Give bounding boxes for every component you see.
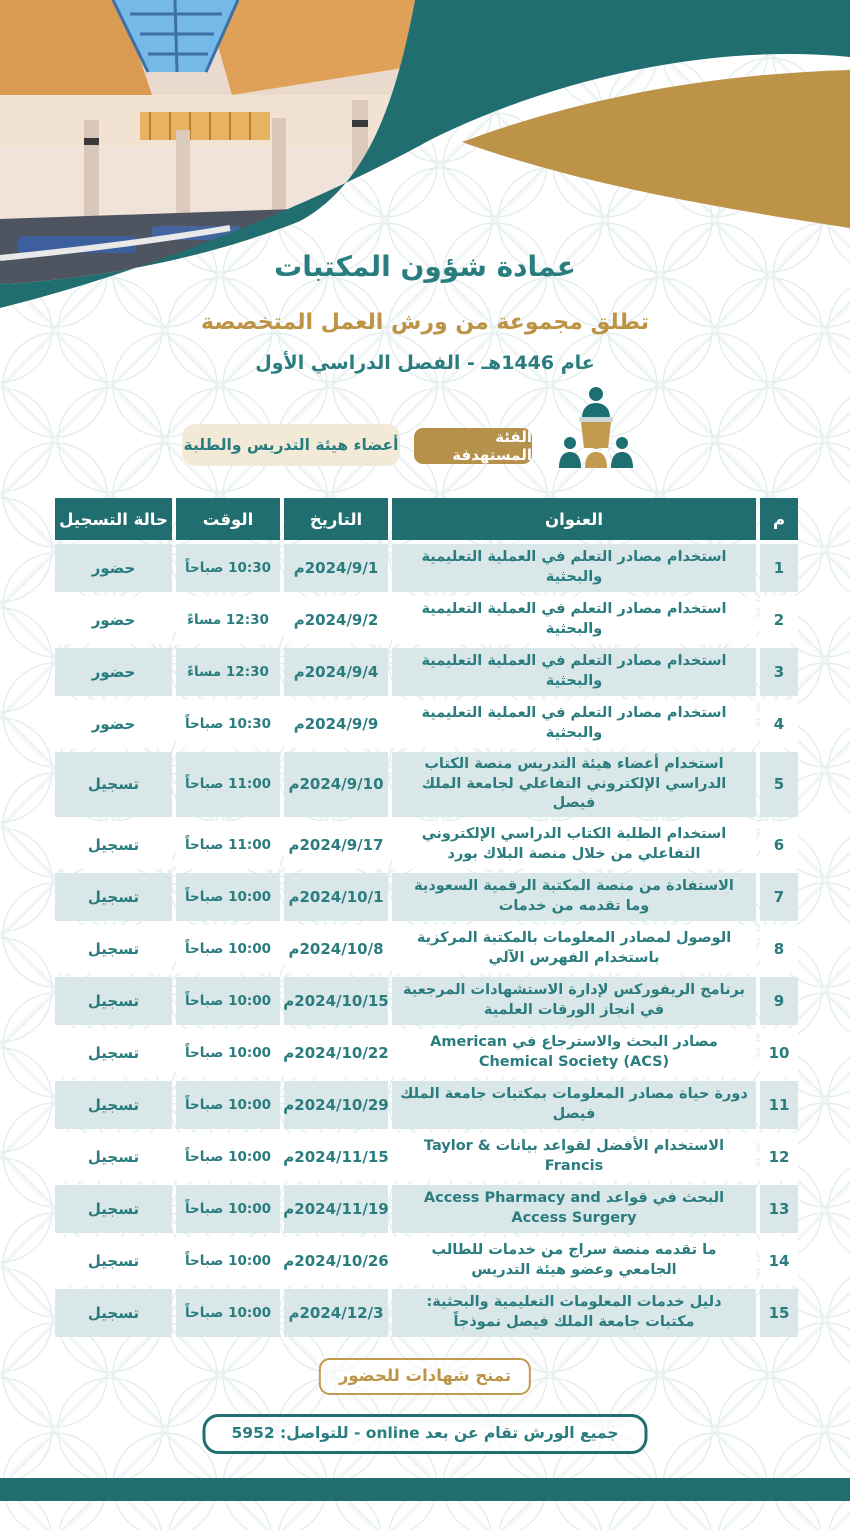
workshop-time: 10:00 صباحاً — [176, 873, 280, 921]
workshop-date: 2024/10/22م — [284, 1029, 388, 1077]
workshop-time: 12:30 مساءً — [176, 596, 280, 644]
workshop-title: برنامج الريفوركس لإدارة الاستشهادات المرجعية في انجاز الورقات العلمية — [392, 977, 756, 1025]
target-audience-row — [0, 384, 850, 474]
registration-status: تسجيل — [55, 977, 172, 1025]
workshop-title: الوصول لمصادر المعلومات بالمكتبة المركزية باستخدام الفهرس الآلي — [392, 925, 756, 973]
workshop-title: استخدام مصادر التعلم في العملية التعليمية والبحثية — [392, 700, 756, 748]
registration-status: تسجيل — [55, 821, 172, 869]
workshop-title: دورة حياة مصادر المعلومات بمكتبات جامعة الملك فيصل — [392, 1081, 756, 1129]
presenter-audience-icon — [552, 386, 640, 470]
column-header-date: التاريخ — [284, 498, 388, 540]
contact-note: جميع الورش تقام عن بعد online - للتواصل: 5952 — [203, 1414, 648, 1454]
workshop-date: 2024/9/10م — [284, 752, 388, 817]
workshop-title: استخدام مصادر التعلم في العملية التعليمية والبحثية — [392, 544, 756, 592]
target-audience-value: أعضاء هيئة التدريس والطلبة — [182, 424, 400, 466]
row-number: 6 — [760, 821, 798, 869]
registration-status: حضور — [55, 700, 172, 748]
registration-status: حضور — [55, 544, 172, 592]
row-number: 10 — [760, 1029, 798, 1077]
row-number: 8 — [760, 925, 798, 973]
workshop-title: مصادر البحث والاسترجاع في American Chemical Society (ACS) — [392, 1029, 756, 1077]
workshop-time: 10:00 صباحاً — [176, 1081, 280, 1129]
registration-status: حضور — [55, 596, 172, 644]
workshop-title: البحث في قواعد Access Pharmacy and Access Surgery — [392, 1185, 756, 1233]
workshop-date: 2024/12/3م — [284, 1289, 388, 1337]
workshop-time: 10:30 صباحاً — [176, 700, 280, 748]
registration-status: تسجيل — [55, 925, 172, 973]
registration-status: تسجيل — [55, 1185, 172, 1233]
workshop-time: 11:00 صباحاً — [176, 821, 280, 869]
row-number: 7 — [760, 873, 798, 921]
workshop-date: 2024/10/8م — [284, 925, 388, 973]
page-subtitle: تطلق مجموعة من ورش العمل المتخصصة — [201, 310, 649, 335]
registration-status: تسجيل — [55, 752, 172, 817]
workshop-time: 10:00 صباحاً — [176, 1185, 280, 1233]
column-header-number: م — [760, 498, 798, 540]
row-number: 14 — [760, 1237, 798, 1285]
workshop-date: 2024/9/9م — [284, 700, 388, 748]
row-number: 1 — [760, 544, 798, 592]
bottom-bar — [0, 1478, 850, 1501]
workshop-title: استخدام الطلبة الكتاب الدراسي الإلكتروني التفاعلي من خلال منصة البلاك بورد — [392, 821, 756, 869]
registration-status: تسجيل — [55, 1029, 172, 1077]
registration-status: تسجيل — [55, 1237, 172, 1285]
workshop-time: 10:00 صباحاً — [176, 977, 280, 1025]
column-header-time: الوقت — [176, 498, 280, 540]
registration-status: حضور — [55, 648, 172, 696]
workshop-time: 10:00 صباحاً — [176, 1289, 280, 1337]
workshop-time: 10:00 صباحاً — [176, 1029, 280, 1077]
workshop-date: 2024/10/1م — [284, 873, 388, 921]
workshop-time: 11:00 صباحاً — [176, 752, 280, 817]
workshop-date: 2024/9/4م — [284, 648, 388, 696]
column-header-status: حالة التسجيل — [55, 498, 172, 540]
workshop-title: دليل خدمات المعلومات التعليمية والبحثية: مكتبات جامعة الملك فيصل نموذجاً — [392, 1289, 756, 1337]
workshop-time: 10:00 صباحاً — [176, 925, 280, 973]
workshop-date: 2024/10/26م — [284, 1237, 388, 1285]
workshop-title: استخدام أعضاء هيئة التدريس منصة الكتاب الدراسي الإلكتروني التفاعلي لجامعة الملك فيصل — [392, 752, 756, 817]
workshop-date: 2024/10/29م — [284, 1081, 388, 1129]
workshop-date: 2024/9/17م — [284, 821, 388, 869]
workshop-time: 10:00 صباحاً — [176, 1237, 280, 1285]
registration-status: تسجيل — [55, 1289, 172, 1337]
workshop-date: 2024/10/15م — [284, 977, 388, 1025]
workshop-date: 2024/9/2م — [284, 596, 388, 644]
registration-status: تسجيل — [55, 873, 172, 921]
row-number: 13 — [760, 1185, 798, 1233]
workshop-title: ما تقدمه منصة سراج من خدمات للطالب الجامعي وعضو هيئة التدريس — [392, 1237, 756, 1285]
academic-term: عام 1446هـ - الفصل الدراسي الأول — [255, 352, 595, 374]
row-number: 5 — [760, 752, 798, 817]
registration-status: تسجيل — [55, 1081, 172, 1129]
row-number: 3 — [760, 648, 798, 696]
target-audience-badge: الفئة المستهدفة — [414, 428, 532, 464]
workshop-date: 2024/9/1م — [284, 544, 388, 592]
workshop-date: 2024/11/15م — [284, 1133, 388, 1181]
certificates-note: تمنح شهادات للحضور — [319, 1358, 531, 1395]
row-number: 15 — [760, 1289, 798, 1337]
row-number: 4 — [760, 700, 798, 748]
row-number: 11 — [760, 1081, 798, 1129]
workshop-time: 10:30 صباحاً — [176, 544, 280, 592]
workshop-title: الاستخدام الأفضل لقواعد بيانات Taylor & Francis — [392, 1133, 756, 1181]
page-title: عمادة شؤون المكتبات — [274, 250, 576, 283]
workshop-title: استخدام مصادر التعلم في العملية التعليمية والبحثية — [392, 596, 756, 644]
workshops-table — [52, 498, 798, 1337]
column-header-title: العنوان — [392, 498, 756, 540]
registration-status: تسجيل — [55, 1133, 172, 1181]
workshop-time: 10:00 صباحاً — [176, 1133, 280, 1181]
row-number: 12 — [760, 1133, 798, 1181]
workshop-title: استخدام مصادر التعلم في العملية التعليمية والبحثية — [392, 648, 756, 696]
workshop-title: الاستفادة من منصة المكتبة الرقمية السعودية وما تقدمه من خدمات — [392, 873, 756, 921]
workshop-time: 12:30 مساءً — [176, 648, 280, 696]
row-number: 9 — [760, 977, 798, 1025]
row-number: 2 — [760, 596, 798, 644]
workshop-date: 2024/11/19م — [284, 1185, 388, 1233]
